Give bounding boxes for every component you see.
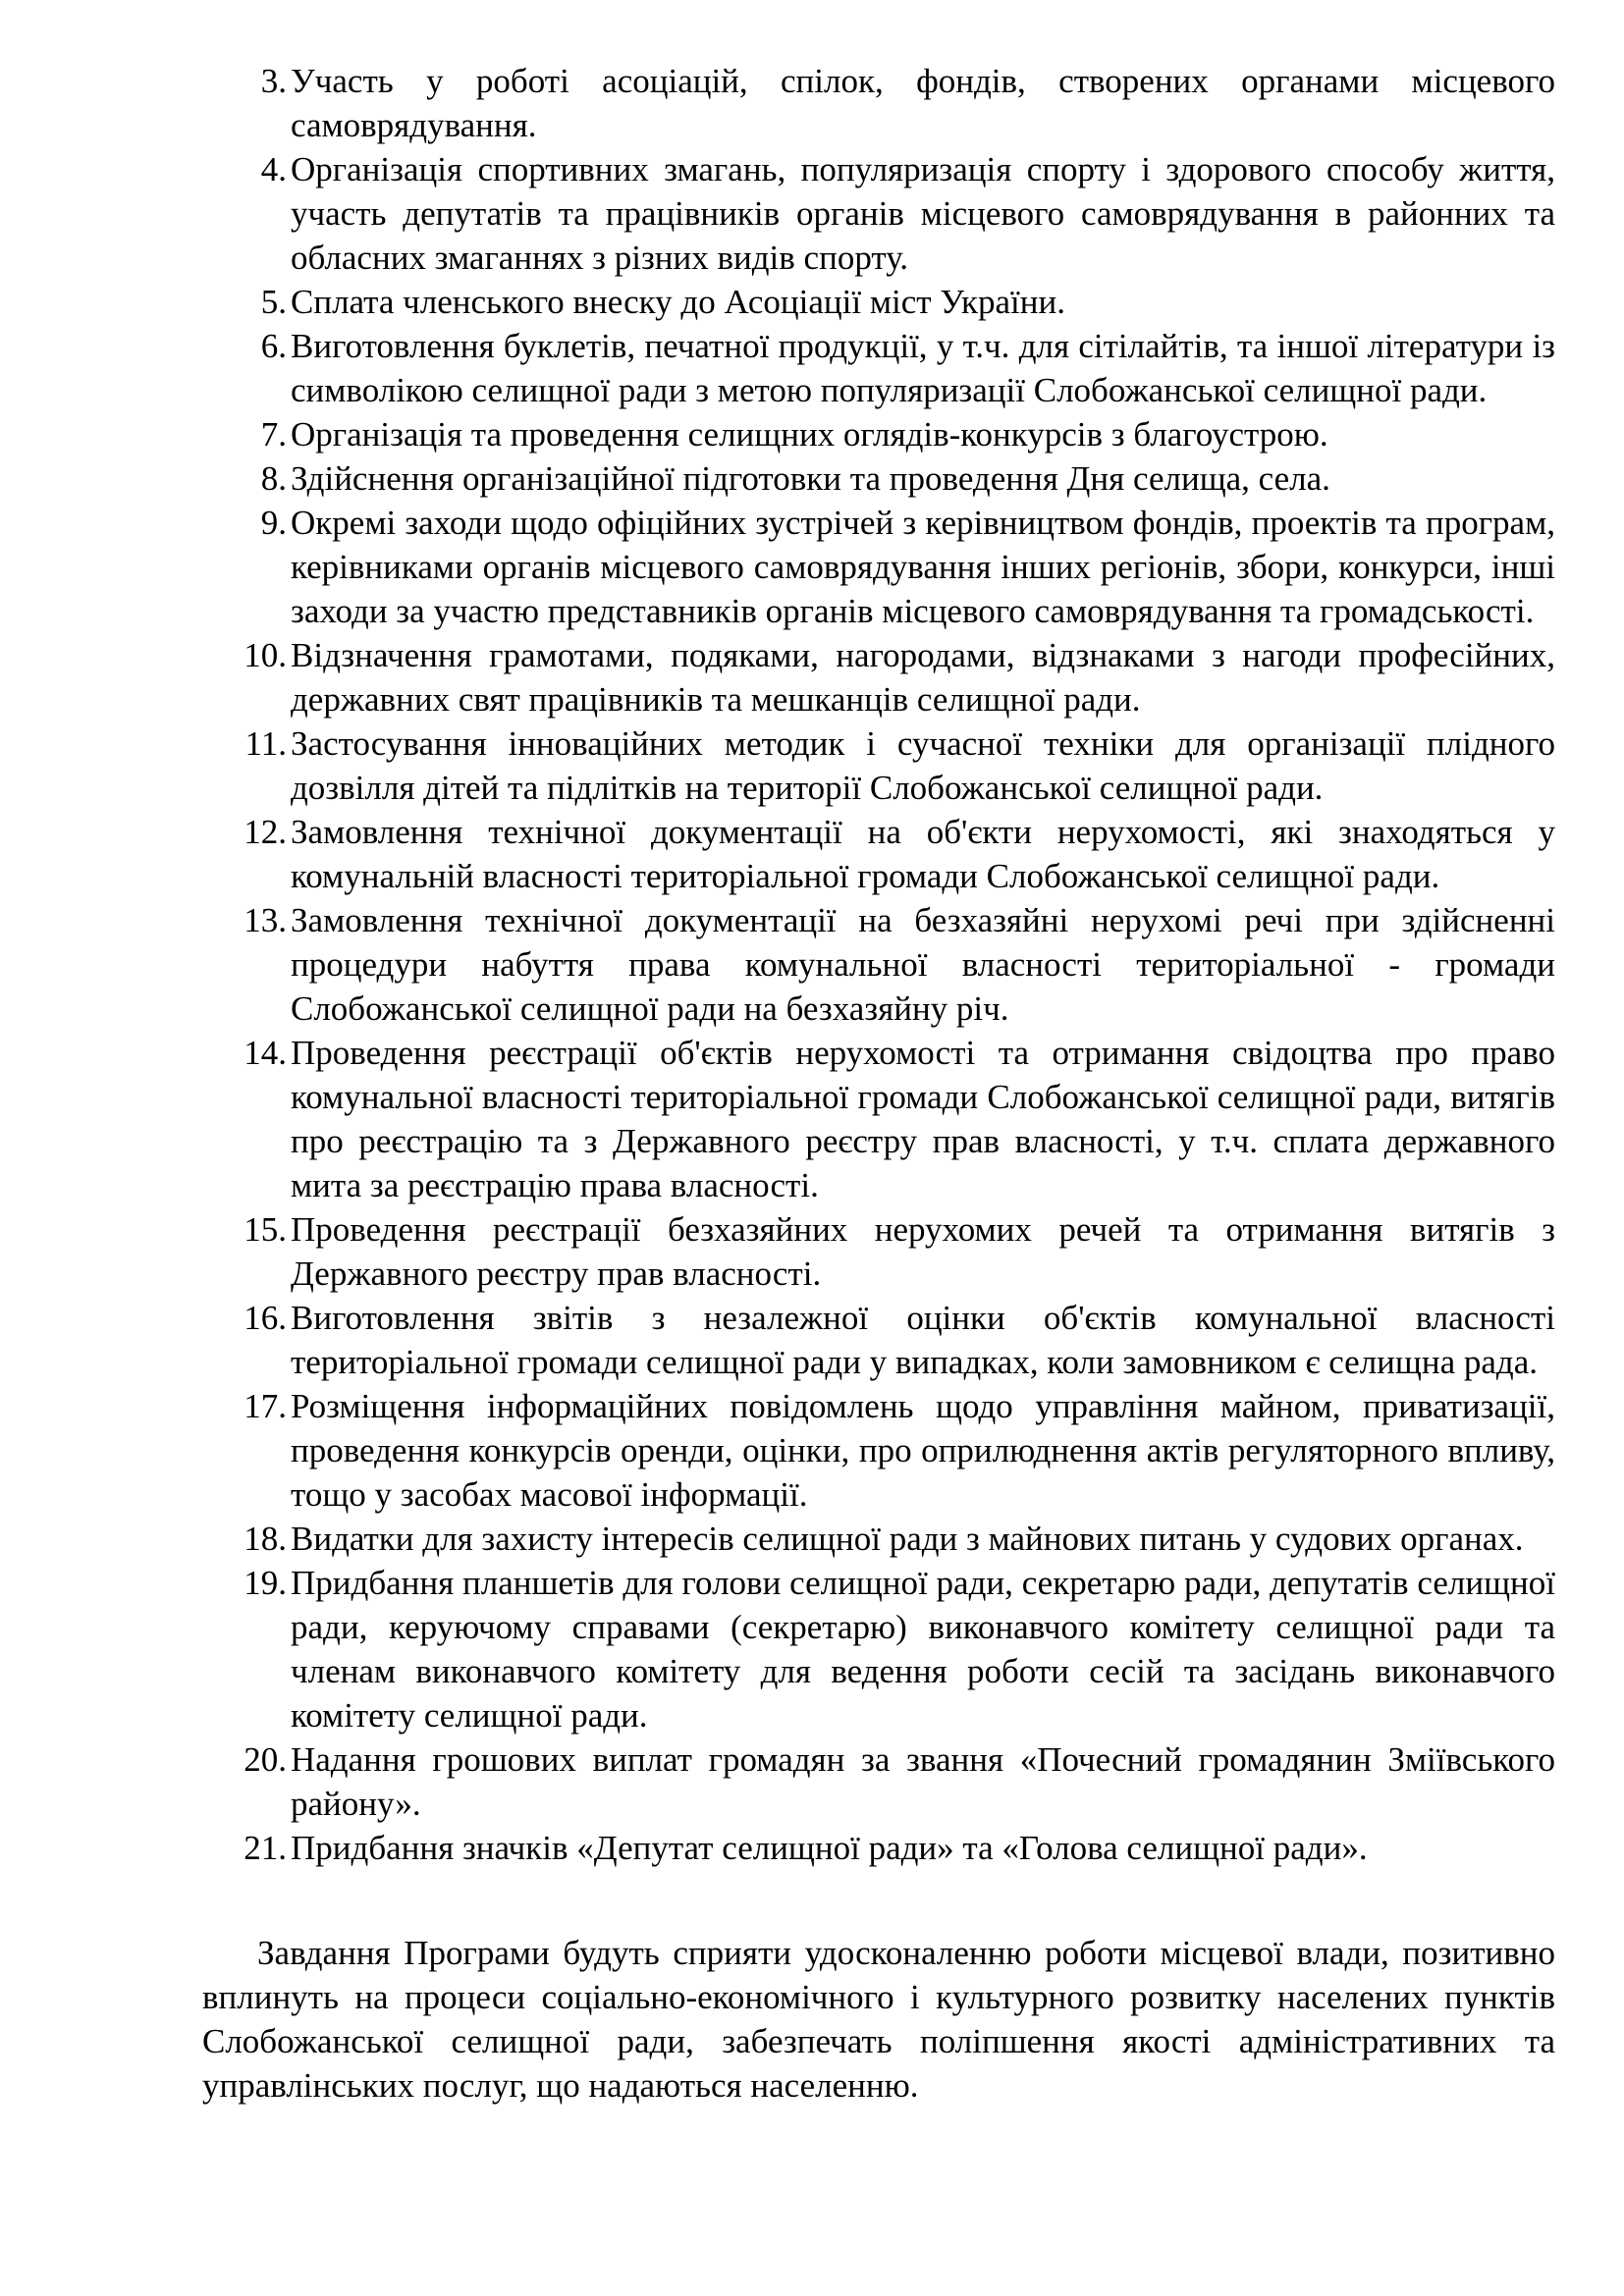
list-item bbox=[202, 1207, 1555, 1296]
item-number: 13. bbox=[244, 901, 287, 939]
item-text: Придбання планшетів для голови селищної ради, секретарю ради, депутатів селищної ради, керуючому справами (секретарю) виконавчого комітету селищної ради та членам виконавчого комітету для ведення роботи сесій та засідань виконавчого комітету селищної ради. bbox=[291, 1564, 1555, 1735]
item-text: Замовлення технічної документації на безхазяйні нерухомі речі при здійсненні процедури набуття права комунальної власності територіальної - громади Слобожанської селищної ради на безхазяйну річ. bbox=[291, 901, 1555, 1028]
task-list bbox=[202, 59, 1555, 1870]
list-item bbox=[202, 1517, 1555, 1561]
item-text: Організація та проведення селищних оглядів-конкурсів з благоустрою. bbox=[291, 415, 1328, 454]
item-number: 10. bbox=[244, 636, 287, 674]
list-item bbox=[202, 633, 1555, 721]
item-text: Проведення реєстрації безхазяйних нерухомих речей та отримання витягів з Державного реєстру прав власності. bbox=[291, 1210, 1555, 1293]
item-text: Організація спортивних змагань, популяризація спорту і здорового способу життя, участь депутатів та працівників органів місцевого самоврядування в районних та обласних змаганнях з різних видів спорту. bbox=[291, 150, 1555, 277]
item-number: 5. bbox=[260, 283, 287, 321]
item-text: Придбання значків «Депутат селищної ради» та «Голова селищної ради». bbox=[291, 1829, 1368, 1867]
item-number: 21. bbox=[244, 1829, 287, 1867]
list-item bbox=[202, 280, 1555, 324]
list-item bbox=[202, 810, 1555, 898]
item-number: 8. bbox=[260, 459, 287, 498]
list-item bbox=[202, 1031, 1555, 1207]
item-number: 7. bbox=[260, 415, 287, 454]
item-number: 6. bbox=[260, 327, 287, 365]
list-item bbox=[202, 1826, 1555, 1870]
item-number: 15. bbox=[244, 1210, 287, 1249]
item-text: Проведення реєстрації об'єктів нерухомості та отримання свідоцтва про право комунальної власності територіальної громади Слобожанської селищної ради, витягів про реєстрацію та з Державного реєстру прав власності, у т.ч. сплата державного мита за реєстрацію права власності. bbox=[291, 1034, 1555, 1204]
item-number: 9. bbox=[260, 504, 287, 542]
list-item bbox=[202, 898, 1555, 1031]
list-item bbox=[202, 1737, 1555, 1826]
list-item bbox=[202, 1296, 1555, 1384]
page-content bbox=[202, 59, 1555, 2108]
item-number: 18. bbox=[244, 1520, 287, 1558]
item-number: 12. bbox=[244, 813, 287, 851]
list-item bbox=[202, 456, 1555, 501]
list-item bbox=[202, 721, 1555, 810]
summary-paragraph: Завдання Програми будуть сприяти удосконаленню роботи місцевої влади, позитивно вплинуть на процеси соціально-економічного і культурного розвитку населених пунктів Слобожанської селищної ради, забезпечать поліпшення якості адміністративних та управлінських послуг, що надаються населенню. bbox=[202, 1934, 1555, 2105]
item-number: 14. bbox=[244, 1034, 287, 1072]
item-text: Виготовлення звітів з незалежної оцінки об'єктів комунальної власності територіальної громади селищної ради у випадках, коли замовником є селищна рада. bbox=[291, 1299, 1555, 1381]
item-number: 19. bbox=[244, 1564, 287, 1602]
list-item bbox=[202, 412, 1555, 456]
item-text: Здійснення організаційної підготовки та проведення Дня селища, села. bbox=[291, 459, 1330, 498]
list-item bbox=[202, 1384, 1555, 1517]
item-text: Замовлення технічної документації на об'єкти нерухомості, які знаходяться у комунальній власності територіальної громади Слобожанської селищної ради. bbox=[291, 813, 1555, 895]
item-text: Відзначення грамотами, подяками, нагородами, відзнаками з нагоди професійних, державних свят працівників та мешканців селищної ради. bbox=[291, 636, 1555, 719]
item-text: Виготовлення буклетів, печатної продукції, у т.ч. для сітілайтів, та іншої літератури із символікою селищної ради з метою популяризації Слобожанської селищної ради. bbox=[291, 327, 1555, 409]
item-text: Сплата членського внеску до Асоціації міст України. bbox=[291, 283, 1065, 321]
item-text: Окремі заходи щодо офіційних зустрічей з керівництвом фондів, проектів та програм, керівниками органів місцевого самоврядування інших регіонів, збори, конкурси, інші заходи за участю представників органів місцевого самоврядування та громадськості. bbox=[291, 504, 1555, 630]
list-item bbox=[202, 501, 1555, 633]
item-number: 4. bbox=[260, 150, 287, 188]
item-text: Надання грошових виплат громадян за звання «Почесний громадянин Зміївського району». bbox=[291, 1740, 1555, 1823]
item-text: Видатки для захисту інтересів селищної ради з майнових питань у судових органах. bbox=[291, 1520, 1524, 1558]
item-number: 11. bbox=[244, 724, 287, 763]
list-item bbox=[202, 59, 1555, 147]
list-item bbox=[202, 324, 1555, 412]
list-item bbox=[202, 147, 1555, 280]
item-text: Застосування інноваційних методик і сучасної техніки для організації плідного дозвілля дітей та підлітків на території Слобожанської селищної ради. bbox=[291, 724, 1555, 807]
item-number: 3. bbox=[260, 62, 287, 100]
item-number: 20. bbox=[244, 1740, 287, 1779]
item-number: 16. bbox=[244, 1299, 287, 1337]
list-item bbox=[202, 1561, 1555, 1737]
item-number: 17. bbox=[244, 1387, 287, 1425]
item-text: Участь у роботі асоціацій, спілок, фондів, створених органами місцевого самоврядування. bbox=[291, 62, 1555, 144]
item-text: Розміщення інформаційних повідомлень щодо управління майном, приватизації, проведення конкурсів оренди, оцінки, про оприлюднення актів регуляторного впливу, тощо у засобах масової інформації. bbox=[291, 1387, 1555, 1514]
